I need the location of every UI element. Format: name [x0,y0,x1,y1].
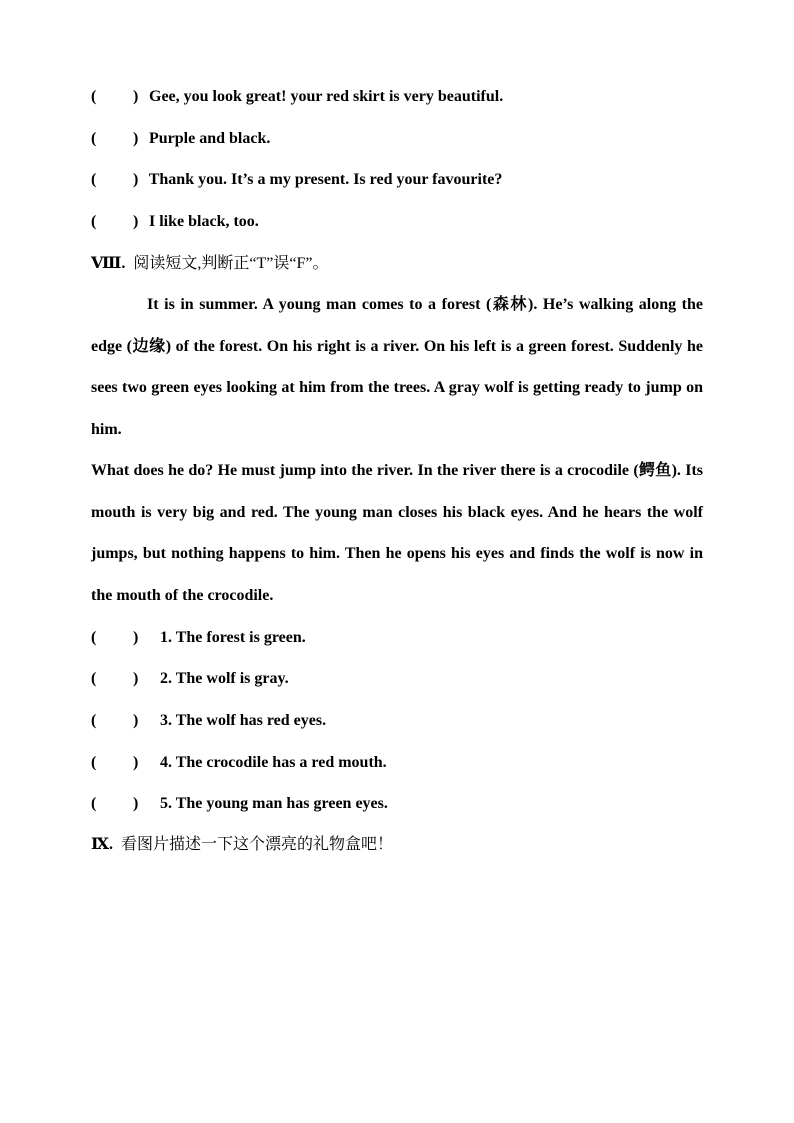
section-9-heading [91,834,393,856]
dialogue-line-4 [91,211,259,233]
section-8-heading [91,253,329,275]
question-text: 2. The wolf is gray. [160,670,289,687]
dialogue-text: Thank you. It’s a my present. Is red your favourite? [148,171,503,188]
answer-blank[interactable]: ( ) [91,130,139,147]
question-text: 3. The wolf has red eyes. [160,712,327,729]
dialogue-line-1 [91,86,503,108]
question-5 [91,793,388,815]
answer-blank[interactable]: ( ) [91,213,139,230]
section-number: Ⅸ. [91,836,114,853]
passage-paragraph-1: It is in summer. A young man comes to a forest (森林). He’s walking along the edge (边缘) of the forest. On his right is a river. On his left is a green forest. Suddenly he sees two green eyes looking at him from the trees. A gray wolf is getting ready to jump on him. [91,296,703,438]
question-text: 1. The forest is green. [160,629,306,646]
answer-blank[interactable]: ( ) [91,171,139,188]
section-title: 阅读短文,判断正“T”误“F”。 [133,255,329,272]
section-title: 看图片描述一下这个漂亮的礼物盒吧！ [121,836,394,853]
answer-blank[interactable]: ( ) [91,629,139,646]
question-text: 4. The crocodile has a red mouth. [160,754,387,771]
question-4 [91,752,387,774]
question-text: 5. The young man has green eyes. [160,795,388,812]
dialogue-line-2 [91,128,270,150]
question-3 [91,710,326,732]
answer-blank[interactable]: ( ) [91,88,139,105]
answer-blank[interactable]: ( ) [91,712,139,729]
dialogue-text: Purple and black. [149,130,271,147]
section-number: Ⅷ. [91,255,126,272]
question-1 [91,627,306,649]
dialogue-text: I like black, too. [149,213,259,230]
passage-paragraph-2: What does he do? He must jump into the river. In the river there is a crocodile (鳄鱼). Its mouth is very big and red. The young man closes his black eyes. And he hears the wolf jumps, but nothing happens to him. Then he opens his eyes and finds the wolf is now in the mouth of the crocodile. [91,462,703,604]
answer-blank[interactable]: ( ) [91,754,139,771]
answer-blank[interactable]: ( ) [91,670,139,687]
dialogue-line-3 [91,169,502,191]
reading-passage [91,284,703,616]
answer-blank[interactable]: ( ) [91,795,139,812]
question-2 [91,668,289,690]
dialogue-text: Gee, you look great! your red skirt is very beautiful. [149,88,504,105]
